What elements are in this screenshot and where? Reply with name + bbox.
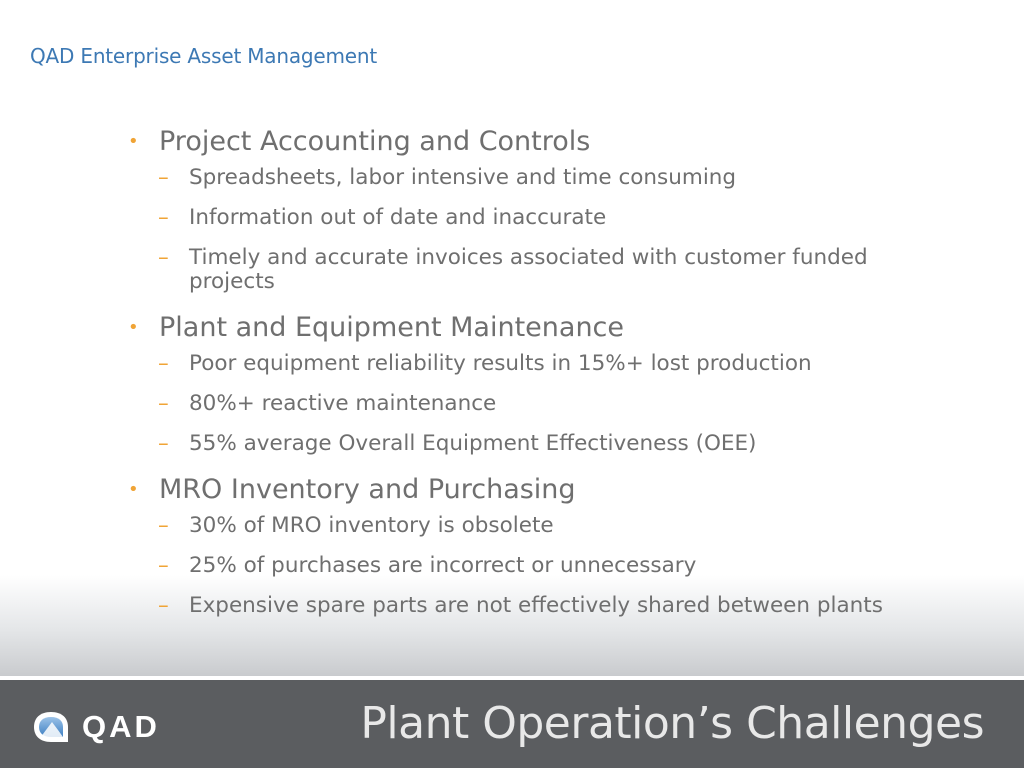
qad-logo-icon [32, 710, 70, 744]
dash-icon: – [158, 431, 169, 456]
dash-icon: – [158, 593, 169, 618]
sub-bullet [128, 246, 949, 294]
sub-bullet-text: Expensive spare parts are not effectively shared between plants [189, 593, 883, 618]
sub-bullet-text: 80%+ reactive maintenance [189, 391, 497, 416]
bullet-heading [128, 310, 968, 346]
slide-subtitle: QAD Enterprise Asset Management [30, 44, 377, 68]
bullet-heading-text: Plant and Equipment Maintenance [159, 312, 625, 343]
qad-logo [32, 710, 160, 744]
sub-bullet [128, 166, 968, 190]
sub-bullet-text: 25% of purchases are incorrect or unnecessary [189, 553, 697, 578]
slide-title: Plant Operation’s Challenges [360, 698, 984, 749]
sub-bullet-text: 55% average Overall Equipment Effectiveness (OEE) [189, 431, 757, 456]
dash-icon: – [158, 205, 169, 230]
section-mro-inventory [128, 472, 968, 618]
sub-bullet [128, 392, 968, 416]
bullet-dot-icon: • [128, 131, 139, 152]
dash-icon: – [158, 165, 169, 190]
sub-bullet-text: Spreadsheets, labor intensive and time consuming [189, 165, 737, 190]
dash-icon: – [158, 391, 169, 416]
sub-bullet-text: Information out of date and inaccurate [189, 205, 607, 230]
dash-icon: – [158, 513, 169, 538]
dash-icon: – [158, 351, 169, 376]
section-project-accounting [128, 124, 968, 294]
bullet-heading [128, 472, 968, 508]
bullet-heading [128, 124, 968, 160]
bullet-dot-icon: • [128, 479, 139, 500]
sub-bullet [128, 352, 968, 376]
sub-bullet [128, 594, 968, 618]
bullet-heading-text: MRO Inventory and Purchasing [159, 474, 576, 505]
sub-bullet-text: Poor equipment reliability results in 15%+ lost production [189, 351, 812, 376]
sub-bullet-text: 30% of MRO inventory is obsolete [189, 513, 554, 538]
sub-bullet [128, 432, 968, 456]
logo-wordmark: QAD [82, 709, 160, 744]
bullet-heading-text: Project Accounting and Controls [159, 126, 591, 157]
sub-bullet [128, 554, 968, 578]
dash-icon: – [158, 553, 169, 578]
sub-bullet [128, 514, 968, 538]
sub-bullet [128, 206, 968, 230]
footer-bar [0, 680, 1024, 768]
dash-icon: – [158, 245, 169, 270]
bullet-dot-icon: • [128, 317, 139, 338]
bullet-list [128, 124, 968, 634]
sub-bullet-text: Timely and accurate invoices associated with customer funded projects [189, 245, 868, 294]
section-plant-maintenance [128, 310, 968, 456]
